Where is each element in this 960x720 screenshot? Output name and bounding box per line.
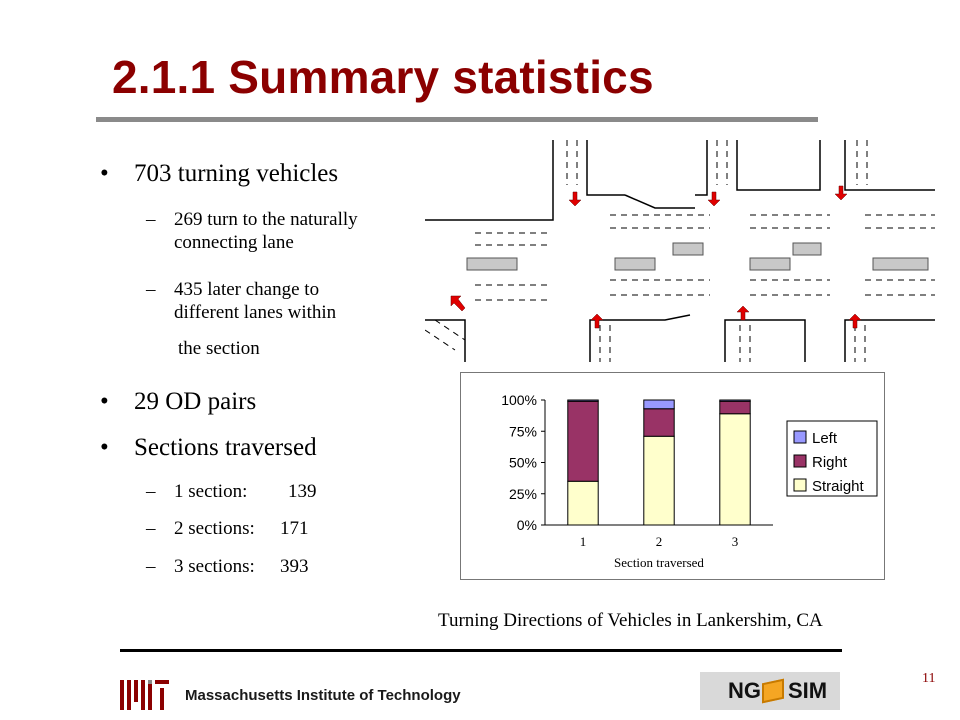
sub-bullet-dash: – <box>146 279 156 300</box>
cube-icon <box>762 679 784 704</box>
sub-bullet-continuation: different lanes within <box>174 302 337 323</box>
x-tick-label: 2 <box>655 534 663 549</box>
sub-bullet-lane-change <box>146 278 336 360</box>
institution-name: Massachusetts Institute of Technology <box>185 687 461 704</box>
bar-segment-straight <box>644 436 674 525</box>
section-count-label: 1 section: <box>174 481 248 502</box>
sub-bullet-text: 269 turn to the naturally <box>174 209 358 230</box>
turning-direction-chart <box>461 373 884 579</box>
bar-segment-left <box>644 400 674 409</box>
sub-bullet-dash: – <box>146 556 156 577</box>
bullet-dot: • <box>100 434 109 461</box>
sub-bullet-dash: – <box>146 481 156 502</box>
legend-swatch-straight <box>794 479 806 491</box>
chart-panel <box>460 372 885 580</box>
sub-bullet-natural-lane <box>146 208 358 254</box>
y-tick-label: 25% <box>508 485 537 502</box>
x-tick-label: 1 <box>579 534 587 549</box>
page-number: 11 <box>922 671 936 686</box>
legend-label-right: Right <box>812 454 848 471</box>
bullet-od-pairs <box>100 388 256 416</box>
title-divider <box>96 117 818 122</box>
ngsim-logo <box>700 672 840 710</box>
bar-segment-straight <box>720 414 750 525</box>
y-tick-label: 0% <box>516 517 537 533</box>
x-axis-title: Section traversed <box>614 555 704 570</box>
sub-bullet-dash: – <box>146 518 156 539</box>
y-tick-label: 100% <box>501 392 537 408</box>
section-count-value: 139 <box>288 481 317 502</box>
sub-bullet-two-sections <box>146 517 309 540</box>
section-count-value: 393 <box>280 556 309 577</box>
sub-bullet-continuation: the section <box>178 338 260 359</box>
legend-label-straight: Straight <box>812 478 864 495</box>
road-network-diagram <box>425 140 935 362</box>
sub-bullet-dash: – <box>146 209 156 230</box>
section-count-label: 3 sections: <box>174 556 255 577</box>
bar-segment-left <box>568 400 598 401</box>
bar-segment-straight <box>568 481 598 525</box>
legend-label-left: Left <box>812 430 838 447</box>
bullet-dot: • <box>100 160 109 187</box>
bar-segment-right <box>644 409 674 437</box>
bullet-text: 29 OD pairs <box>134 388 257 415</box>
section-count-value: 171 <box>280 518 309 539</box>
bar-segment-left <box>720 400 750 401</box>
ngsim-logo-sim: SIM <box>788 678 828 703</box>
bullet-turning-vehicles <box>100 160 338 188</box>
bar-segment-right <box>720 401 750 414</box>
sub-bullet-one-section <box>146 480 317 503</box>
sub-bullet-continuation: connecting lane <box>174 232 294 253</box>
y-tick-label: 50% <box>508 454 537 471</box>
sub-bullet-three-sections <box>146 555 309 578</box>
legend-swatch-right <box>794 455 806 467</box>
legend-swatch-left <box>794 431 806 443</box>
bullet-dot: • <box>100 388 109 415</box>
bar-segment-right <box>568 401 598 481</box>
ngsim-logo-ng: NG <box>728 678 761 703</box>
sub-bullet-text: 435 later change to <box>174 279 320 300</box>
footer-divider <box>120 649 842 652</box>
section-count-label: 2 sections: <box>174 518 255 539</box>
bullet-sections-traversed <box>100 434 317 462</box>
bullet-text: 703 turning vehicles <box>134 160 339 187</box>
bullet-text: Sections traversed <box>134 434 317 461</box>
y-tick-label: 75% <box>508 423 537 440</box>
x-tick-label: 3 <box>731 534 739 549</box>
slide-title: 2.1.1 Summary statistics <box>112 51 654 103</box>
figure-caption: Turning Directions of Vehicles in Lankershim, CA <box>438 610 823 631</box>
mit-logo-icon <box>120 680 180 710</box>
